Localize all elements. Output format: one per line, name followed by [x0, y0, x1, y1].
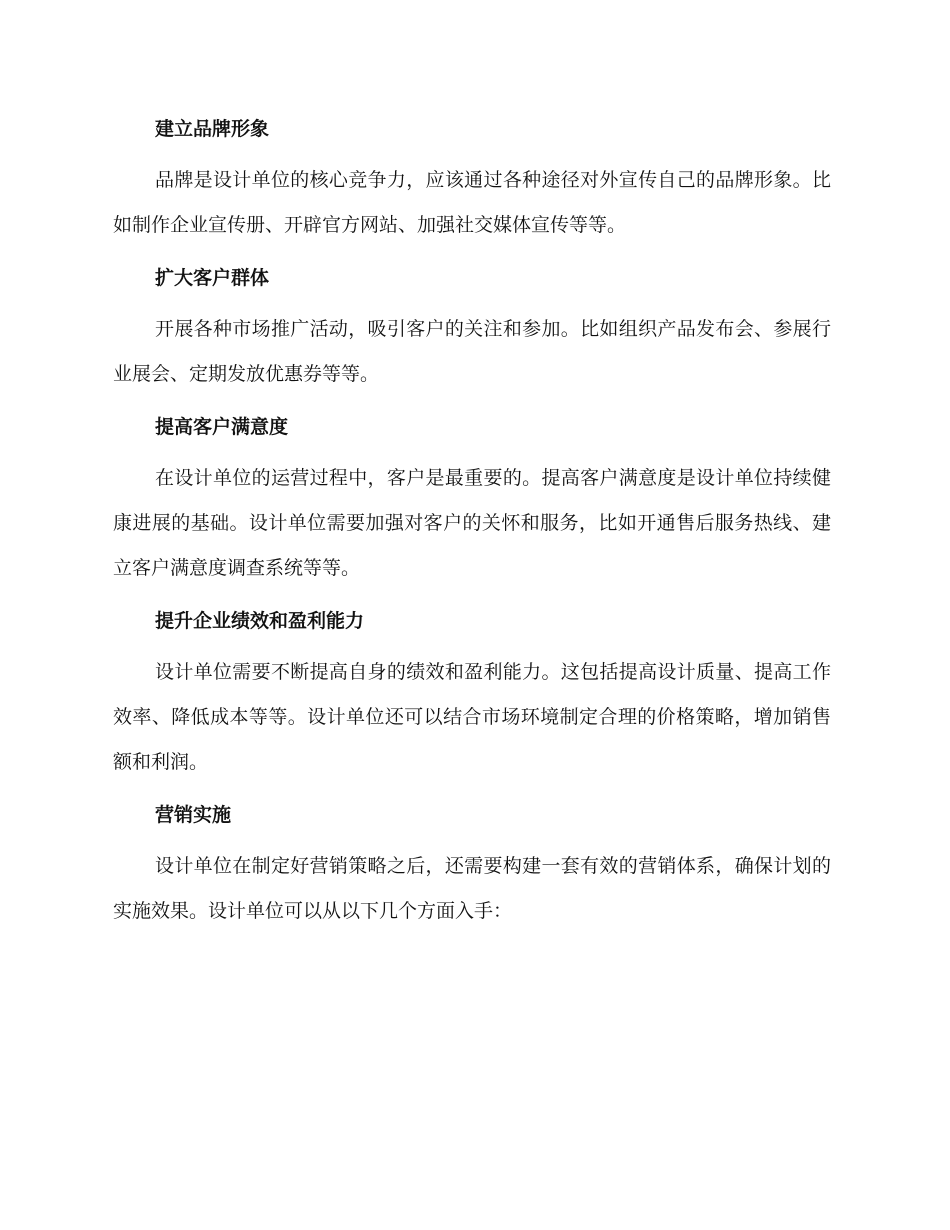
section-paragraph: 品牌是设计单位的核心竞争力，应该通过各种途径对外宣传自己的品牌形象。比如制作企业宣传册、开辟官方网站、加强社交媒体宣传等等。	[113, 169, 831, 236]
section-customer-satisfaction	[113, 410, 831, 591]
section-paragraph: 开展各种市场推广活动，吸引客户的关注和参加。比如组织产品发布会、参展行业展会、定期发放优惠券等等。	[113, 318, 831, 385]
section-heading: 营销实施	[155, 804, 232, 826]
section-paragraph: 设计单位需要不断提高自身的绩效和盈利能力。这包括提高设计质量、提高工作效率、降低成本等等。设计单位还可以结合市场环境制定合理的价格策略，增加销售额和利润。	[113, 661, 831, 773]
section-brand-image	[113, 112, 831, 248]
section-heading: 提高客户满意度	[155, 416, 289, 438]
section-expand-customers	[113, 261, 831, 397]
section-paragraph: 设计单位在制定好营销策略之后，还需要构建一套有效的营销体系，确保计划的实施效果。设计单位可以从以下几个方面入手：	[113, 855, 831, 922]
document-page	[113, 112, 831, 947]
section-paragraph: 在设计单位的运营过程中，客户是最重要的。提高客户满意度是设计单位持续健康进展的基础。设计单位需要加强对客户的关怀和服务，比如开通售后服务热线、建立客户满意度调查系统等等。	[113, 467, 831, 579]
section-performance-profitability	[113, 604, 831, 785]
section-heading: 扩大客户群体	[155, 267, 270, 289]
section-marketing-implementation	[113, 798, 831, 934]
section-heading: 建立品牌形象	[155, 118, 270, 140]
section-heading: 提升企业绩效和盈利能力	[155, 610, 365, 632]
